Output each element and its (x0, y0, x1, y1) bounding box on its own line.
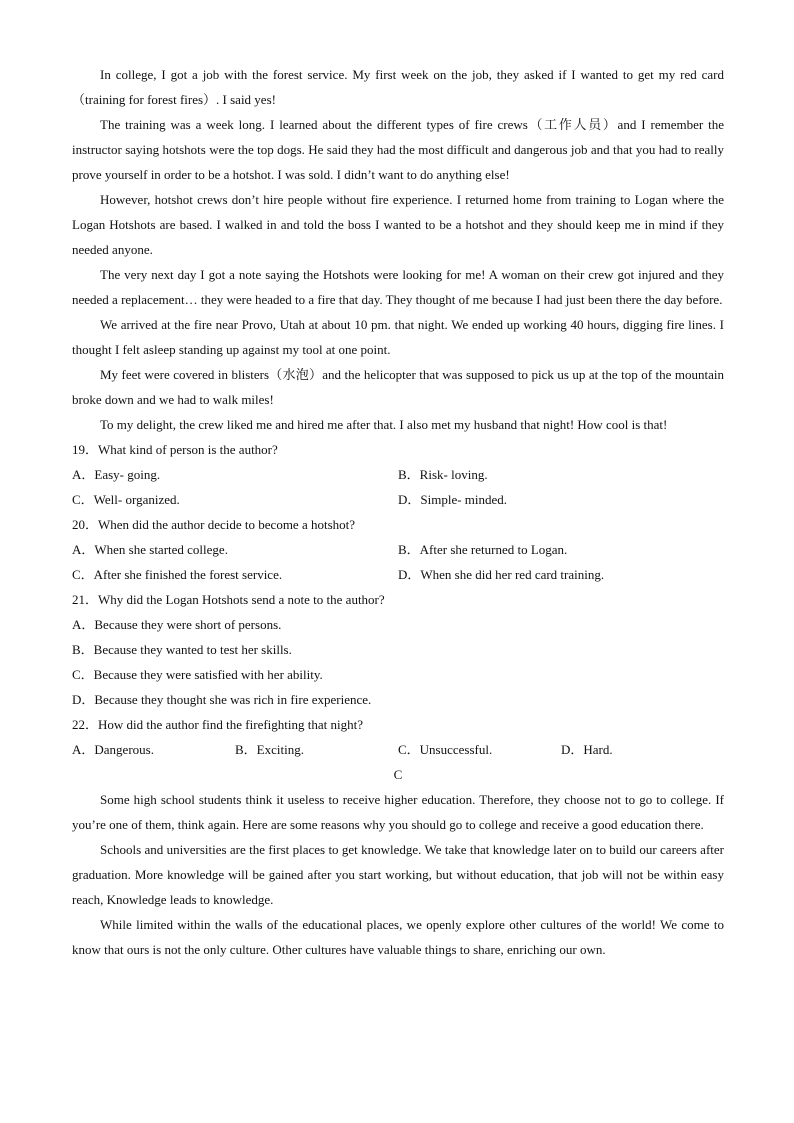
option-a: A．When she started college. (72, 542, 228, 557)
question-stem: 20．When did the author decide to become a hotshot? (72, 517, 356, 532)
option-list (72, 737, 724, 762)
section-c-heading: C (393, 767, 403, 782)
passage-paragraph: Some high school students think it useless to receive higher education. Therefore, they choose not to go to college. If you’re one of them, think again. Here are some reasons why you should go to college and receive a good education there. (72, 792, 724, 832)
option-a: A．Dangerous. (72, 742, 154, 757)
passage-c (72, 787, 724, 962)
question-20 (72, 512, 724, 587)
passage-paragraph: My feet were covered in blisters（水泡）and the helicopter that was supposed to pick us up at the top of the mountain broke down and we had to walk miles! (72, 367, 724, 407)
option-a: A．Easy- going. (72, 467, 161, 482)
question-stem: 21．Why did the Logan Hotshots send a note to the author? (72, 592, 385, 607)
option-list (72, 612, 724, 712)
option-d: D．When she did her red card training. (398, 567, 605, 582)
question-stem: 22．How did the author find the firefighting that night? (72, 717, 363, 732)
option-list (72, 462, 724, 512)
option-b: B．Because they wanted to test her skills. (72, 642, 292, 657)
passage-paragraph: While limited within the walls of the educational places, we openly explore other cultures of the world! We come to know that ours is not the only culture. Other cultures have valuable things to share, enriching our own. (72, 917, 724, 957)
question-22 (72, 712, 724, 762)
passage-paragraph: We arrived at the fire near Provo, Utah at about 10 pm. that night. We ended up working 40 hours, digging fire lines. I thought I felt asleep standing up against my tool at one point. (72, 317, 724, 357)
option-d: D．Hard. (561, 742, 613, 757)
option-c: C．Well- organized. (72, 492, 180, 507)
passage-paragraph: To my delight, the crew liked me and hired me after that. I also met my husband that night! How cool is that! (100, 417, 668, 432)
passage-paragraph: Schools and universities are the first places to get knowledge. We take that knowledge later on to build our careers after graduation. More knowledge will be gained after you start working, but without education, that job will not be within easy reach, Knowledge leads to knowledge. (72, 842, 724, 907)
option-a: A．Because they were short of persons. (72, 617, 282, 632)
passage-paragraph: The very next day I got a note saying the Hotshots were looking for me! A woman on their crew got injured and they needed a replacement… they were headed to a fire that day. They thought of me because I had just been there the day before. (72, 267, 724, 307)
passage-paragraph: In college, I got a job with the forest service. My first week on the job, they asked if I wanted to get my red card（training for forest fires）. I said yes! (72, 67, 724, 107)
option-c: C．Unsuccessful. (398, 742, 493, 757)
option-d: D．Because they thought she was rich in fire experience. (72, 692, 372, 707)
option-list (72, 537, 724, 587)
option-b: B．Exciting. (235, 742, 304, 757)
question-19 (72, 437, 724, 512)
question-21 (72, 587, 724, 712)
passage-paragraph: However, hotshot crews don’t hire people without fire experience. I returned home from training to Logan where the Logan Hotshots are based. I walked in and told the boss I wanted to be a hotshot and they should keep me in mind if they needed anyone. (72, 192, 724, 257)
passage-paragraph: The training was a week long. I learned about the different types of fire crews（工作人员）and I remember the instructor saying hotshots were the top dogs. He said they had the most difficult and dangerous job and that you had to really prove yourself in order to be a hotshot. I was sold. I didn’t want to do anything else! (72, 117, 724, 182)
option-b: B．Risk- loving. (398, 467, 488, 482)
option-c: C．Because they were satisfied with her ability. (72, 667, 323, 682)
exam-page (72, 62, 724, 962)
option-c: C．After she finished the forest service. (72, 567, 283, 582)
option-b: B．After she returned to Logan. (398, 542, 568, 557)
option-d: D．Simple- minded. (398, 492, 508, 507)
question-stem: 19．What kind of person is the author? (72, 442, 278, 457)
passage-b (72, 62, 724, 437)
